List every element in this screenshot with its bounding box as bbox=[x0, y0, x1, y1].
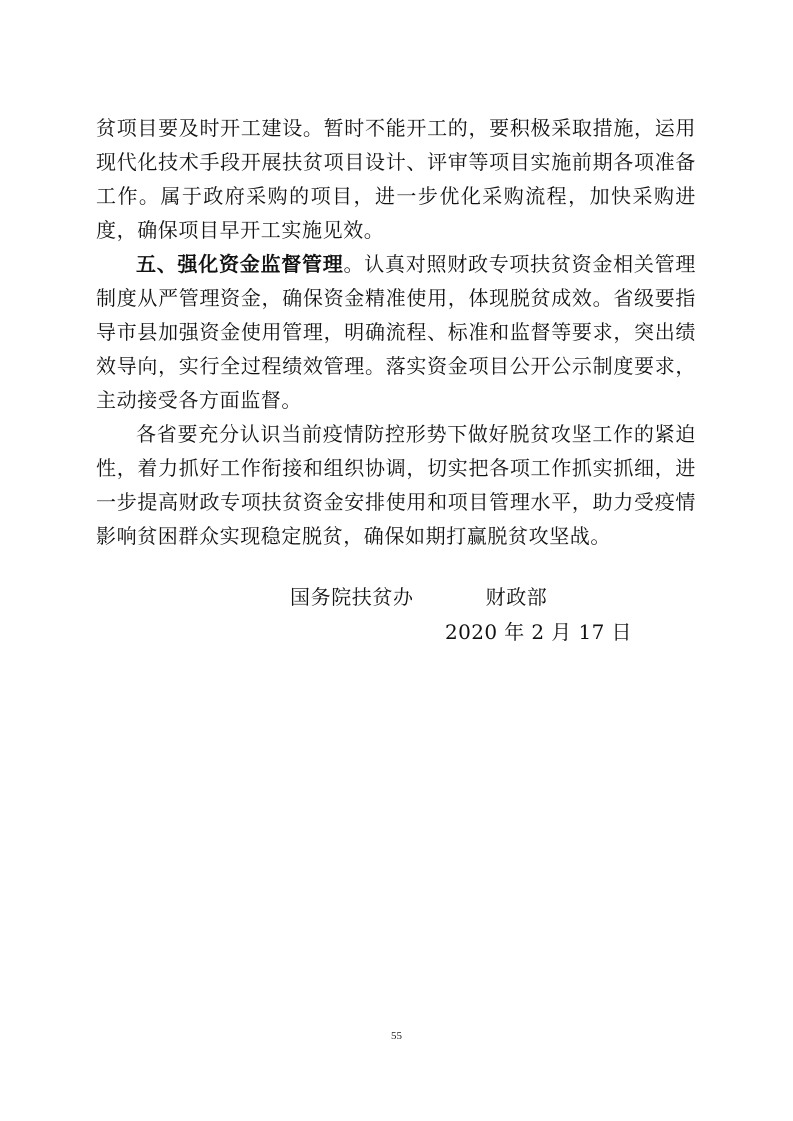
paragraph-2-text: 。认真对照财政专项扶贫资金相关管理制度从严管理资金，确保资金精准使用，体现脱贫成效。省级要指导市县加强资金使用管理，明确流程、标准和监督等要求，突出绩效导向，实行全过程绩效管理。落实资金项目公开公示制度要求，主动接受各方面监督。 bbox=[96, 252, 697, 412]
page-number: 55 bbox=[391, 1030, 402, 1042]
paragraph-continued bbox=[96, 111, 696, 247]
paragraph-1-line-2: 代化技术手段开展扶贫项目设计、评审等项目实施前期各项准备工作。 bbox=[96, 150, 696, 208]
paragraph-1-line-1: 贫项目要及时开工建设。暂时不能开工的，要积极采取措施，运用现 bbox=[96, 116, 696, 174]
document-body bbox=[96, 111, 696, 553]
paragraph-1-line-4: 目早开工实施见效。 bbox=[199, 218, 385, 242]
signatory-ministry-of-finance: 财政部 bbox=[485, 585, 548, 609]
section-heading: 五、强化资金监督管理 bbox=[136, 252, 344, 276]
paragraph-closing bbox=[96, 417, 696, 553]
signatory-poverty-office: 国务院扶贫办 bbox=[290, 585, 414, 609]
paragraph-1-line-3: 属于政府采购的项目，进一步优化采购流程，加快采购进度，确保项 bbox=[96, 184, 697, 242]
paragraph-3-text: 各省要充分认识当前疫情防控形势下做好脱贫攻坚工作的紧迫性，着力抓好工作衔接和组织协调，切实把各项工作抓实抓细，进一步提高财政专项扶贫资金安排使用和项目管理水平，助力受疫情影响贫困群众实现稳定脱贫，确保如期打赢脱贫攻坚战。 bbox=[96, 422, 696, 548]
document-date: 2020 年 2 月 17 日 bbox=[445, 620, 632, 644]
signatories bbox=[290, 582, 547, 612]
paragraph-supervision bbox=[96, 247, 696, 417]
